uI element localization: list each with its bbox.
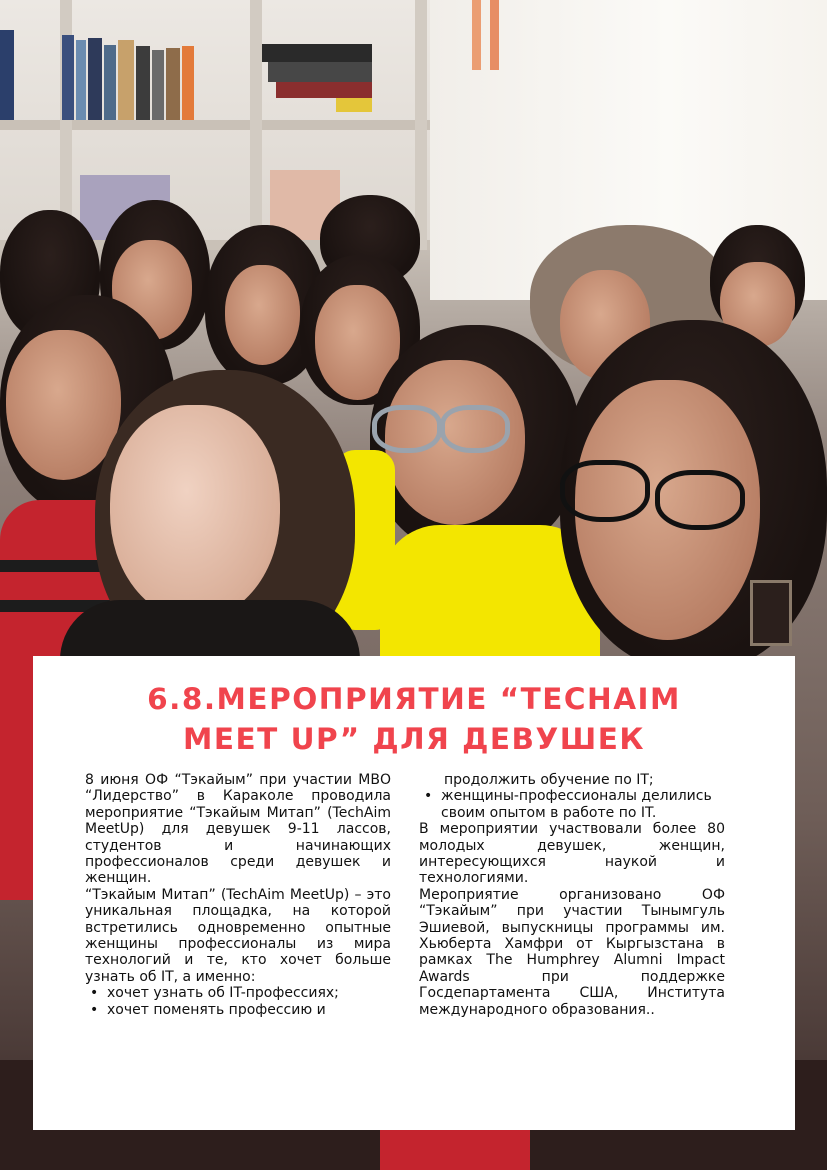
section-title — [33, 679, 795, 759]
section-title-line1: 6.8.МЕРОПРИЯТИЕ “TECHAIM — [147, 682, 681, 716]
list-item-text: хочет узнать об IT-профессиях; — [107, 985, 339, 1002]
audience-list — [85, 985, 391, 1018]
paragraph-organizers: Мероприятие организовано ОФ “Тэкайым” при участии Тынымгуль Эшиевой, выпускницы программы им. Хьюберта Хамфри от Кыргызстана в рамках The Humphrey Alumni Impact Awards при поддержке Госдепартамента США, Института международного образования.. — [419, 886, 725, 1018]
list-item-continuation: продолжить обучение по IT; — [444, 772, 654, 788]
audience-list-continued — [419, 788, 725, 821]
paragraph-about: “Тэкайым Митап” (TechAim MeetUp) – это уникальная площадка, на которой встретились одновременно опытные женщины профессионалы из мира технологий и те, кто хочет больше узнать об IT, а именно: — [85, 886, 391, 985]
list-item — [419, 788, 725, 821]
list-item-text: хочет поменять профессию и — [107, 1001, 326, 1018]
text-panel — [33, 656, 795, 1130]
bullet-icon: • — [424, 788, 433, 805]
section-title-line2: MEET UP” ДЛЯ ДЕВУШЕК — [183, 722, 645, 756]
paragraph-participants: В мероприятии участвовали более 80 молодых девушек, женщин, интересующихся наукой и технологиями. — [419, 821, 725, 887]
list-item — [85, 985, 391, 1001]
left-column — [85, 772, 391, 1018]
list-item — [85, 1002, 391, 1018]
right-column — [419, 772, 725, 1018]
bullet-icon: • — [90, 1001, 99, 1018]
list-item-text: женщины-профессионалы делились своим опытом в работе по IT. — [441, 788, 712, 821]
paragraph-intro: 8 июня ОФ “Тэкайым” при участии МВО “Лидерство” в Караколе проводила мероприятие “Тэкайым Митап” (TechAim MeetUp) для девушек 9-11 лассов, студентов и начинающих профессионалов среди девушек и женщин. — [85, 772, 391, 887]
bullet-icon: • — [90, 985, 99, 1002]
